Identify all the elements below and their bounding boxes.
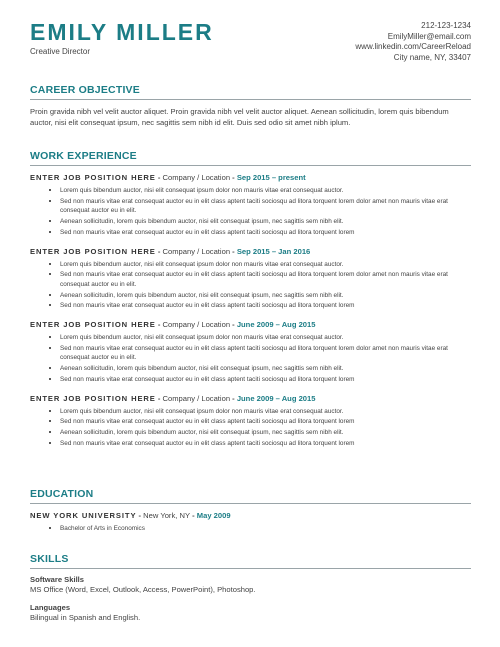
job-bullets xyxy=(30,332,471,385)
school-name: NEW YORK UNIVERSITY xyxy=(30,511,137,520)
school-separator: - xyxy=(136,511,144,520)
job-bullets xyxy=(30,406,471,449)
skill-heading: Software Skills xyxy=(30,575,85,584)
job-dates: Sep 2015 – Jan 2016 xyxy=(236,246,311,256)
job-bullet: • Lorem quis bibendum auctor, nisi elit consequat ipsum dolor non mauris vitae erat consequat auctor. xyxy=(60,259,471,270)
job-position: ENTER JOB POSITION HERE xyxy=(30,173,156,182)
job-position: ENTER JOB POSITION HERE xyxy=(30,246,156,256)
section-title: WORK EXPERIENCE xyxy=(30,150,471,166)
contact-location: City name, NY, 33407 xyxy=(393,52,471,62)
job-bullet: • Sed non mauris vitae erat consequat auctor eu in elit class aptent taciti sociosqu ad litora torquent lorem dolor amet non mauris vitae erat consequat auctor eu in elit. xyxy=(60,269,471,289)
degree: • Bachelor of Arts in Economics xyxy=(60,523,471,534)
job-separator: - xyxy=(155,246,163,256)
job-company: Company / Location xyxy=(162,320,231,330)
job-company: Company / Location xyxy=(162,173,231,182)
contact-block xyxy=(355,21,471,63)
section-title: CAREER OBJECTIVE xyxy=(30,84,471,100)
job-entry xyxy=(30,172,471,238)
job-dates: Sep 2015 – present xyxy=(236,173,306,182)
job-bullet: • Lorem quis bibendum auctor, nisi elit consequat ipsum dolor non mauris vitae erat consequat auctor. xyxy=(60,406,471,417)
job-bullet: • Aenean sollicitudin, lorem quis bibendum auctor, nisi elit consequat ipsum, nec sagittis sem nibh elit. xyxy=(60,363,471,374)
job-bullet: • Sed non mauris vitae erat consequat auctor eu in elit class aptent taciti sociosqu ad litora torquent lorem xyxy=(60,438,471,449)
job-separator: - xyxy=(155,393,163,403)
skill-heading: Languages xyxy=(30,603,71,612)
skill-text: Bilingual in Spanish and English. xyxy=(30,613,141,622)
job-dates: June 2009 – Aug 2015 xyxy=(236,320,316,330)
job-position: ENTER JOB POSITION HERE xyxy=(30,320,156,330)
school-date-separator: - xyxy=(190,511,197,520)
job-date-separator: - xyxy=(230,246,237,256)
job-entry xyxy=(30,246,471,312)
job-position: ENTER JOB POSITION HERE xyxy=(30,393,156,403)
job-bullet: • Lorem quis bibendum auctor, nisi elit consequat ipsum dolor non mauris vitae erat consequat auctor. xyxy=(60,332,471,343)
job-bullets xyxy=(30,185,471,238)
job-entry xyxy=(30,319,471,385)
objective-section xyxy=(30,84,471,128)
contact-linkedin[interactable]: www.linkedin.com/CareerReload xyxy=(355,42,471,51)
job-header xyxy=(30,172,471,183)
education-section xyxy=(30,488,471,534)
school-location: New York, NY xyxy=(143,511,191,520)
job-company: Company / Location xyxy=(162,246,231,256)
job-bullet: • Aenean sollicitudin, lorem quis bibendum auctor, nisi elit consequat ipsum, nec sagittis sem nibh elit. xyxy=(60,216,471,227)
job-bullet: • Sed non mauris vitae erat consequat auctor eu in elit class aptent taciti sociosqu ad litora torquent lorem dolor amet non mauris vitae erat consequat auctor eu in elit. xyxy=(60,196,471,216)
job-date-separator: - xyxy=(230,173,237,182)
job-bullet: • Sed non mauris vitae erat consequat auctor eu in elit class aptent taciti sociosqu ad litora torquent lorem xyxy=(60,416,471,427)
education-bullets xyxy=(30,523,471,534)
contact-phone: 212-123-1234 xyxy=(421,21,471,30)
school-date: May 2009 xyxy=(196,511,231,520)
job-date-separator: - xyxy=(230,393,237,403)
job-bullet: • Lorem quis bibendum auctor, nisi elit consequat ipsum dolor non mauris vitae erat consequat auctor. xyxy=(60,185,471,196)
job-entry xyxy=(30,393,471,449)
education-header xyxy=(30,510,471,521)
job-header xyxy=(30,319,471,330)
candidate-name: EMILY MILLER xyxy=(30,19,214,45)
job-header xyxy=(30,393,471,404)
job-date-separator: - xyxy=(230,320,237,330)
job-separator: - xyxy=(155,320,163,330)
job-bullet: • Sed non mauris vitae erat consequat auctor eu in elit class aptent taciti sociosqu ad litora torquent lorem dolor amet non mauris vitae erat consequat auctor eu in elit. xyxy=(60,343,471,363)
job-bullet: • Sed non mauris vitae erat consequat auctor eu in elit class aptent taciti sociosqu ad litora torquent lorem xyxy=(60,374,471,385)
job-bullets xyxy=(30,259,471,312)
job-bullet: • Aenean sollicitudin, lorem quis bibendum auctor, nisi elit consequat ipsum, nec sagittis sem nibh elit. xyxy=(60,290,471,301)
job-company: Company / Location xyxy=(162,393,231,403)
job-bullet: • Sed non mauris vitae erat consequat auctor eu in elit class aptent taciti sociosqu ad litora torquent lorem xyxy=(60,227,471,238)
skills-section xyxy=(30,553,471,631)
job-header xyxy=(30,246,471,257)
objective-text: Proin gravida nibh vel velit auctor aliquet. Proin gravida nibh vel velit auctor aliquet. Aenean sollicitudin, lorem quis bibendum auctor, nisi elit consequat ipsum, nec sagittis sem nibh id elit. Duis sed odio sit amet nibh iplum. xyxy=(30,107,449,127)
job-bullet: • Sed non mauris vitae erat consequat auctor eu in elit class aptent taciti sociosqu ad litora torquent lorem xyxy=(60,300,471,311)
job-separator: - xyxy=(155,173,163,182)
candidate-role: Creative Director xyxy=(30,47,91,56)
skill-text: MS Office (Word, Excel, Outlook, Access, PowerPoint), Photoshop. xyxy=(30,585,256,594)
experience-section xyxy=(30,150,471,456)
contact-email[interactable]: EmilyMiller@email.com xyxy=(387,31,471,41)
section-title: EDUCATION xyxy=(30,488,471,504)
section-title: SKILLS xyxy=(30,553,471,569)
job-dates: June 2009 – Aug 2015 xyxy=(236,393,316,403)
job-bullet: • Aenean sollicitudin, lorem quis bibendum auctor, nisi elit consequat ipsum, nec sagittis sem nibh elit. xyxy=(60,427,471,438)
